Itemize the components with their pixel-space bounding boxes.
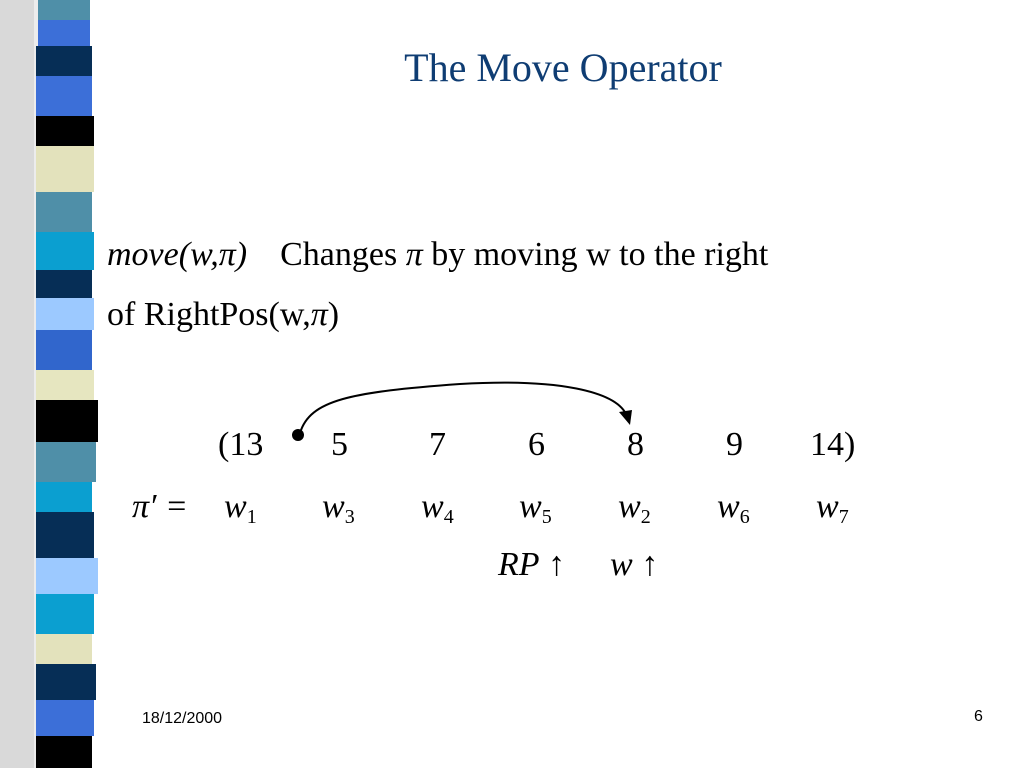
sidebar-gray-strip [0, 0, 34, 768]
word-label: $w_2$ [618, 488, 651, 528]
move-arrow-head [619, 410, 632, 425]
sequence-item: 8 [627, 426, 644, 463]
rp-label: RP [498, 546, 540, 583]
definition-text-moving: by moving w to the right [431, 236, 769, 273]
move-arrow-curve [300, 383, 626, 433]
rightpos-close: ) [327, 296, 340, 333]
w-up-arrow-icon: ↑ [641, 546, 659, 583]
word-label: $w_5$ [519, 488, 552, 528]
footer-date: 18/12/2000 [142, 710, 223, 727]
word-label: $w_7$ [816, 488, 849, 528]
slide-title: The Move Operator [404, 45, 722, 90]
word-label: $w_4$ [421, 488, 454, 528]
move-function-args: (w,π) [178, 236, 248, 273]
rightpos-text: of RightPos(w, [107, 296, 311, 333]
word-label: $w_6$ [717, 488, 750, 528]
w-marker [610, 546, 658, 584]
definition-line-1 [107, 236, 768, 274]
pi-symbol-2: π [310, 296, 328, 333]
pi-prime-label: π′ = [132, 488, 188, 525]
sequence-item: 14) [810, 426, 856, 463]
move-origin-dot [292, 429, 304, 441]
definition-line-2 [107, 296, 339, 334]
sequence-item: 7 [429, 426, 446, 463]
rp-up-arrow-icon: ↑ [548, 546, 566, 583]
decorative-sidebar [0, 0, 110, 768]
sequence-item: 6 [528, 426, 545, 463]
pi-symbol: π [405, 236, 423, 273]
move-function-name: move [107, 236, 179, 273]
footer-page-number: 6 [974, 708, 983, 725]
w-label: w [610, 546, 633, 583]
sequence-item: (13 [218, 426, 264, 463]
word-label: $w_3$ [322, 488, 355, 528]
definition-text-changes: Changes [280, 236, 398, 273]
rp-marker [498, 546, 565, 584]
sequence-item: 5 [331, 426, 348, 463]
sidebar-blocks [36, 0, 98, 768]
sequence-item: 9 [726, 426, 743, 463]
word-label: $w_1$ [224, 488, 257, 528]
